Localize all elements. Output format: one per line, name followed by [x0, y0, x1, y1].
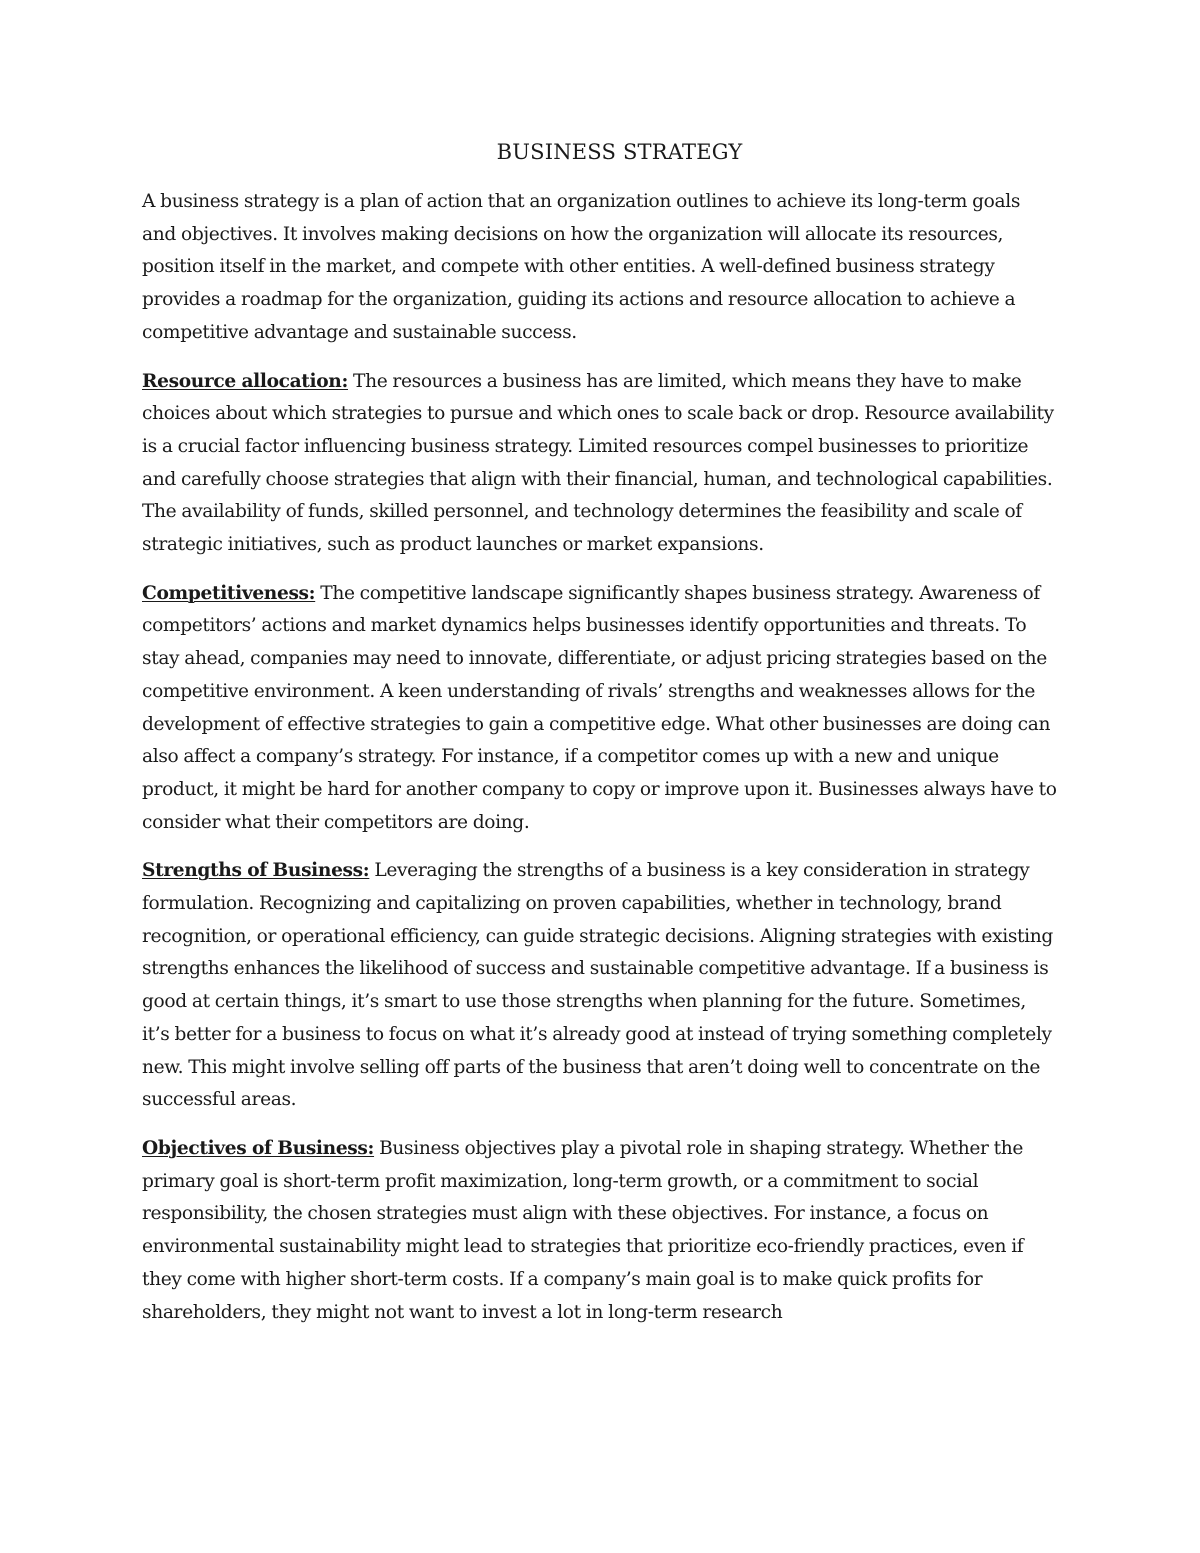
- document-title: BUSINESS STRATEGY: [496, 140, 743, 164]
- document-page: [142, 140, 1057, 1345]
- section-body: Business objectives play a pivotal role in shaping strategy. Whether the primary goal is short-term profit maximization, long-term growth, or a commitment to social responsibility, the chosen strategies must align with these objectives. For instance, a focus on environmental sustainability might lead to strategies that prioritize eco-friendly practices, even if they come with higher short-term costs. If a company’s main goal is to make quick profits for shareholders, they might not want to invest a lot in long-term research: [142, 1137, 1024, 1323]
- section-resource-allocation: [142, 366, 1057, 562]
- section-heading: Objectives of Business:: [142, 1137, 375, 1159]
- section-heading: Competitiveness:: [142, 582, 316, 604]
- section-body: The competitive landscape significantly shapes business strategy. Awareness of competitors’ actions and market dynamics helps businesses identify opportunities and threats. To stay ahead, companies may need to innovate, differentiate, or adjust pricing strategies based on the competitive environment. A keen understanding of rivals’ strengths and weaknesses allows for the development of effective strategies to gain a competitive edge. What other businesses are doing can also affect a company’s strategy. For instance, if a competitor comes up with a new and unique product, it might be hard for another company to copy or improve upon it. Businesses always have to consider what their competitors are doing.: [142, 582, 1057, 833]
- section-heading: Resource allocation:: [142, 370, 348, 392]
- section-body: Leveraging the strengths of a business is a key consideration in strategy formulation. Recognizing and capitalizing on proven capabilities, whether in technology, brand recognition, or operational efficiency, can guide strategic decisions. Aligning strategies with existing strengths enhances the likelihood of success and sustainable competitive advantage. If a business is good at certain things, it’s smart to use those strengths when planning for the future. Sometimes, it’s better for a business to focus on what it’s already good at instead of trying something completely new. This might involve selling off parts of the business that aren’t doing well to concentrate on the successful areas.: [142, 860, 1053, 1111]
- section-objectives-of-business: [142, 1133, 1057, 1329]
- intro-paragraph: A business strategy is a plan of action that an organization outlines to achieve its long-term goals and objectives. It involves making decisions on how the organization will allocate its resources, position itself in the market, and compete with other entities. A well-defined business strategy provides a roadmap for the organization, guiding its actions and resource allocation to achieve a competitive advantage and sustainable success.: [142, 191, 1021, 343]
- section-heading: Strengths of Business:: [142, 860, 370, 882]
- section-competitiveness: [142, 578, 1057, 840]
- section-strengths-of-business: [142, 855, 1057, 1117]
- section-body: The resources a business has are limited, which means they have to make choices about which strategies to pursue and which ones to scale back or drop. Resource availability is a crucial factor influencing business strategy. Limited resources compel businesses to prioritize and carefully choose strategies that align with their financial, human, and technological capabilities. The availability of funds, skilled personnel, and technology determines the feasibility and scale of strategic initiatives, such as product launches or market expansions.: [142, 370, 1054, 556]
